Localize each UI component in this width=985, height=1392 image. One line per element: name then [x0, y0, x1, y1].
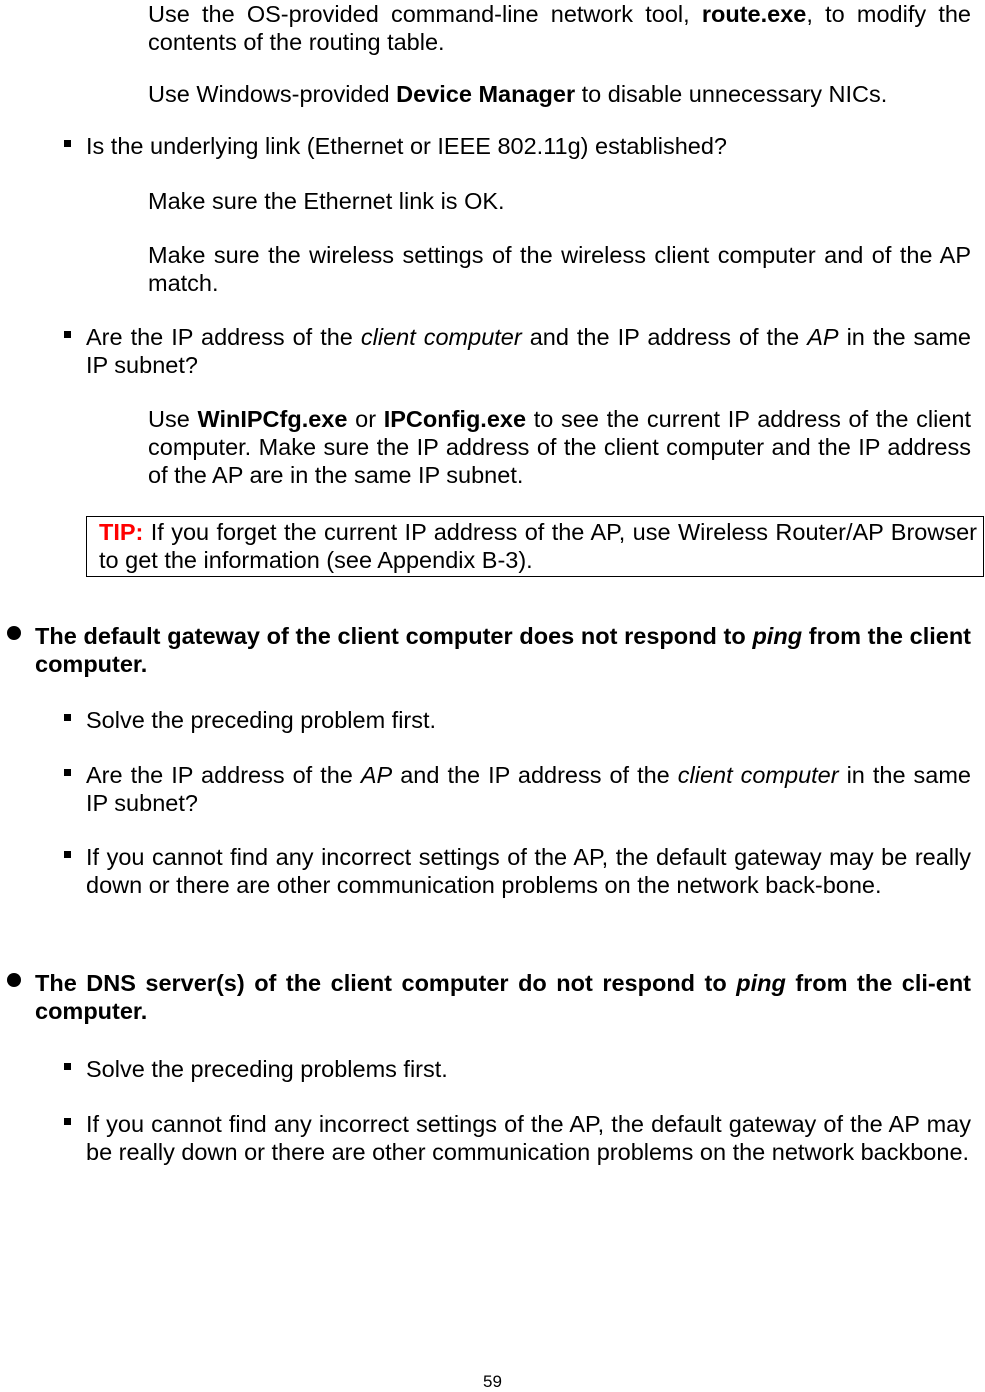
text: The default gateway of the client computer does not respond to: [35, 623, 753, 649]
paragraph-route-exe: [148, 0, 971, 56]
square-bullet-icon: [64, 1063, 71, 1070]
text: in the same IP subnet?: [86, 762, 971, 816]
text: from the client computer.: [35, 623, 972, 677]
text: from the cli-ent computer.: [35, 970, 971, 1024]
emphasis: ping: [752, 623, 803, 649]
paragraph-wireless-settings: Make sure the wireless settings of the wireless client computer and of the AP match.: [148, 242, 971, 296]
heading-default-gateway: [35, 622, 971, 678]
square-bullet-icon: [64, 1118, 71, 1125]
item-solve-preceding: Solve the preceding problem first.: [86, 707, 437, 733]
question-link-established: Is the underlying link (Ethernet or IEEE 802.11g) established?: [86, 133, 727, 159]
square-bullet-icon: [64, 140, 71, 147]
round-bullet-icon: [7, 973, 21, 987]
text: in the same IP subnet?: [86, 324, 971, 378]
round-bullet-icon: [7, 626, 21, 640]
text: to see the current IP address of the client computer. Make sure the IP address of the client computer and the IP address of the AP are in the same IP subnet.: [148, 406, 971, 488]
emphasis: client computer: [677, 762, 839, 788]
square-bullet-icon: [64, 851, 71, 858]
square-bullet-icon: [64, 714, 71, 721]
tip-label: TIP:: [99, 519, 144, 545]
item-solve-preceding-problems: Solve the preceding problems first.: [86, 1056, 448, 1082]
command-name: IPConfig.exe: [383, 406, 527, 432]
item-dns-gateway-down: If you cannot find any incorrect settings of the AP, the default gateway of the AP may be really down or there are other communication problems on the network backbone.: [86, 1111, 971, 1165]
paragraph-winipcfg: [148, 405, 971, 489]
item-gateway-down: If you cannot find any incorrect settings of the AP, the default gateway may be really down or there are other communication problems on the network back-bone.: [86, 844, 971, 898]
tip-box: [86, 516, 984, 577]
text: or: [347, 406, 384, 432]
text: to disable unnecessary NICs.: [575, 81, 888, 107]
emphasis: AP: [807, 324, 839, 350]
paragraph-ethernet-link: Make sure the Ethernet link is OK.: [148, 188, 505, 214]
command-name: route.exe: [701, 1, 807, 27]
text: Are the IP address of the: [86, 324, 361, 350]
tool-name: Device Manager: [396, 81, 576, 107]
text: and the IP address of the: [392, 762, 678, 788]
square-bullet-icon: [64, 331, 71, 338]
text: Use: [148, 406, 198, 432]
command-name: WinIPCfg.exe: [197, 406, 348, 432]
paragraph-device-manager: [148, 80, 971, 108]
page-number: 59: [483, 1372, 502, 1391]
heading-dns-servers: [35, 969, 971, 1025]
square-bullet-icon: [64, 769, 71, 776]
question-same-subnet-2: [86, 761, 971, 817]
text: The DNS server(s) of the client computer do not respond to: [35, 970, 737, 996]
text: Use the OS-provided command-line network tool,: [148, 1, 702, 27]
emphasis: ping: [736, 970, 786, 996]
tip-text: If you forget the current IP address of the AP, use Wireless Router/AP Browser to get the information (see Appendix B-3).: [99, 519, 977, 573]
text: and the IP address of the: [521, 324, 808, 350]
question-same-subnet: [86, 323, 971, 379]
emphasis: client computer: [360, 324, 522, 350]
text: Are the IP address of the: [86, 762, 361, 788]
text: Use Windows-provided: [148, 81, 397, 107]
text: , to modify the contents of the routing table.: [148, 1, 971, 55]
emphasis: AP: [360, 762, 393, 788]
